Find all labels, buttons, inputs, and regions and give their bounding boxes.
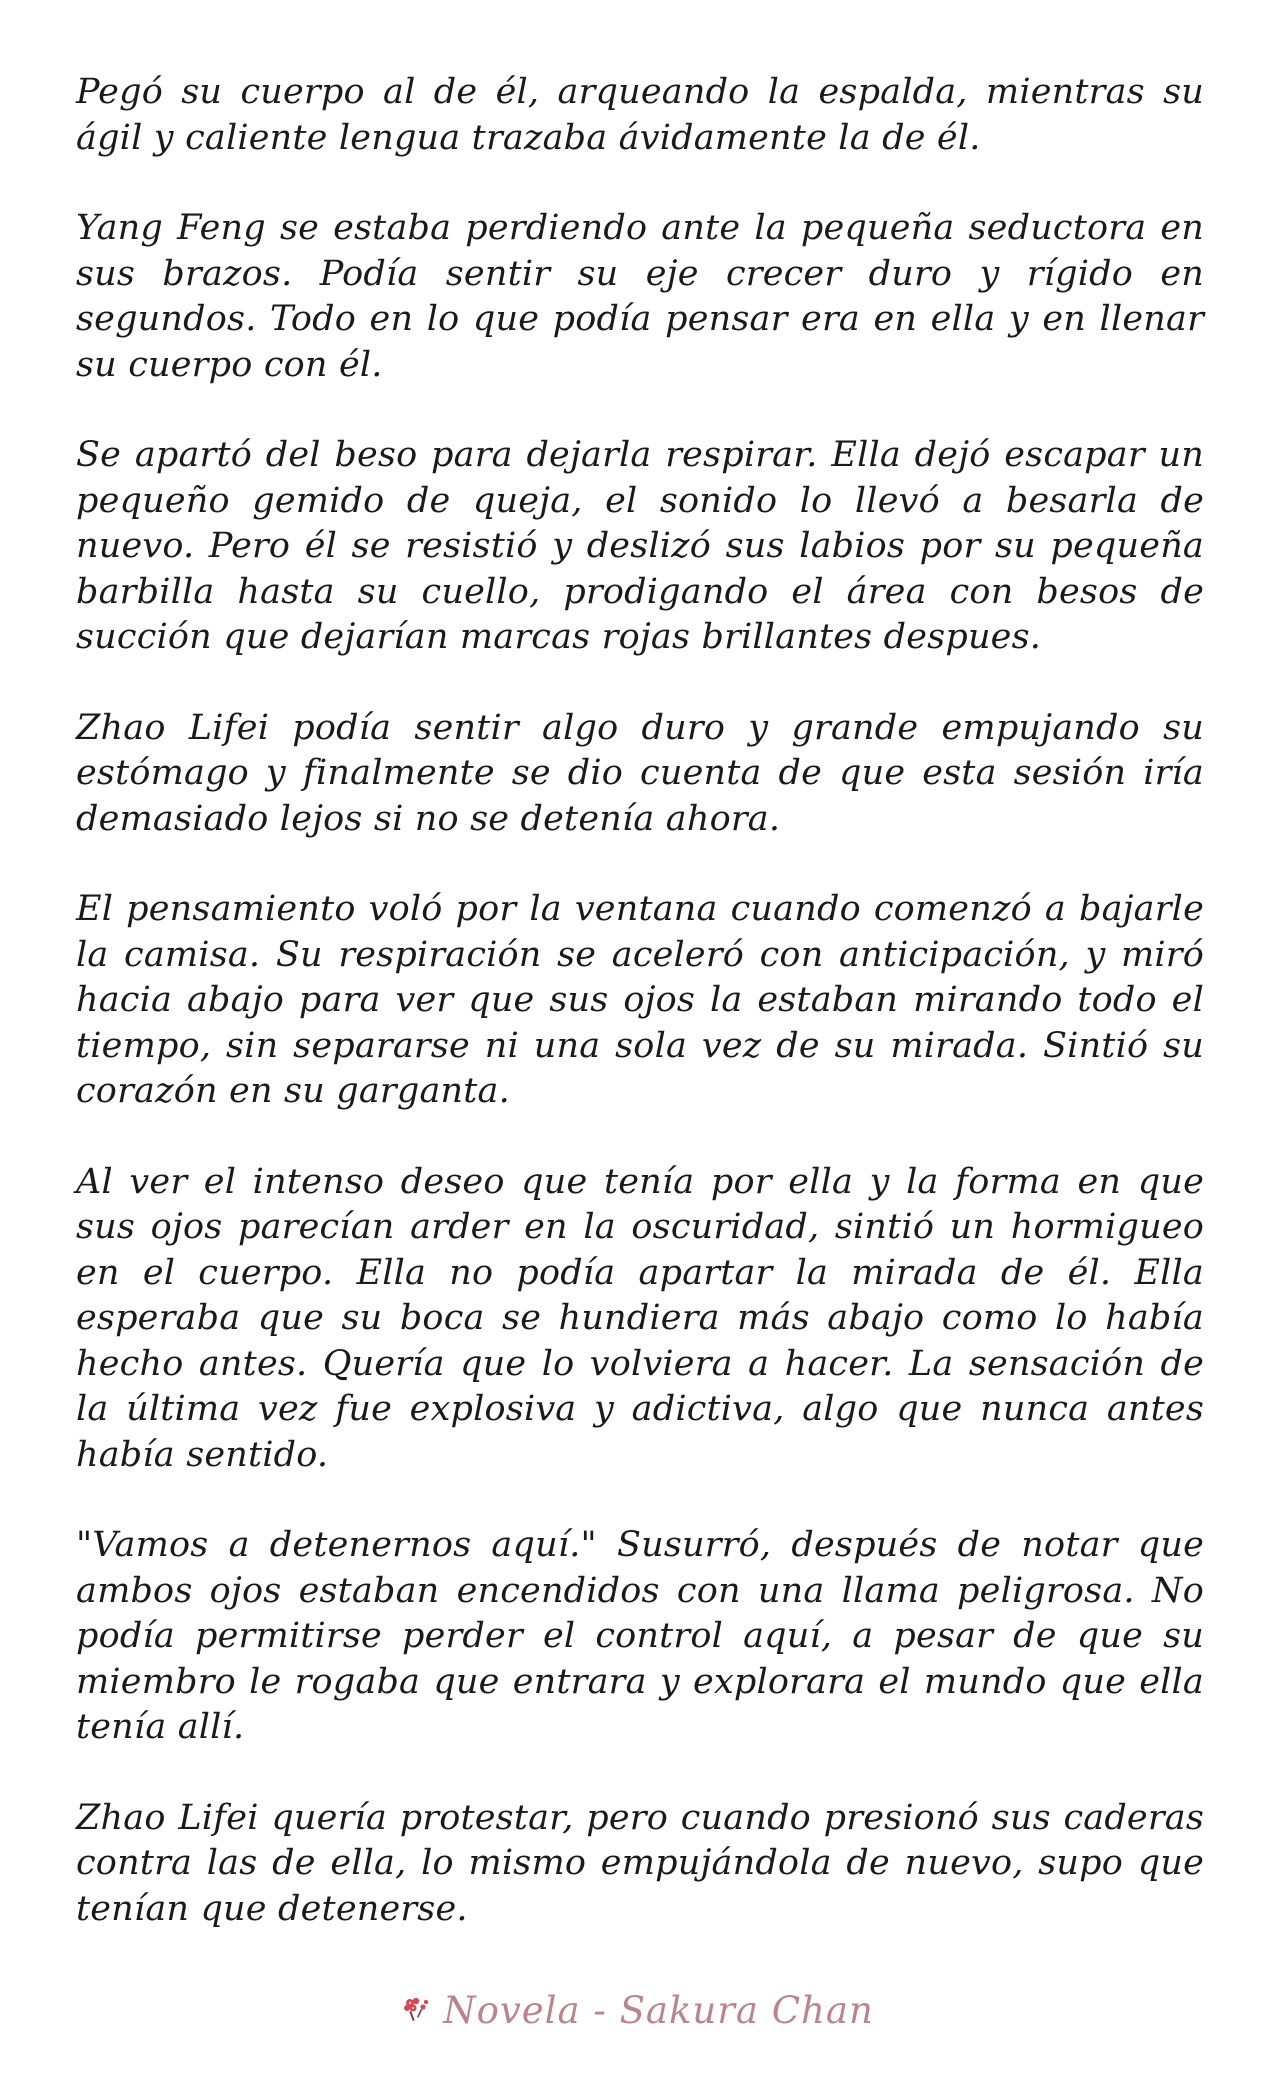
watermark <box>0 1985 1275 2035</box>
paragraph-1: Pegó su cuerpo al de él, arqueando la espalda, mientras su ágil y caliente lengua trazaba ávidamente la de él. <box>76 72 1204 158</box>
paragraph-8: Zhao Lifei quería protestar, pero cuando presionó sus caderas contra las de ella, lo mismo empujándola de nuevo, supo que tenían que detenerse. <box>76 1797 1204 1929</box>
paragraph-7: "Vamos a detenernos aquí." Susurró, después de notar que ambos ojos estaban encendidos con una llama peligrosa. No podía permitirse perder el control aquí, a pesar de que su miembro le rogaba que entrara y explorara el mundo que ella tenía allí. <box>76 1525 1204 1747</box>
paragraph-5: El pensamiento voló por la ventana cuando comenzó a bajarle la camisa. Su respiración se aceleró con anticipación, y miró hacia abajo para ver que sus ojos la estaban mirando todo el tiempo, sin separarse ni una sola vez de su mirada. Sintió su corazón en su garganta. <box>76 889 1204 1111</box>
paragraph-2: Yang Feng se estaba perdiendo ante la pequeña seductora en sus brazos. Podía sentir su eje crecer duro y rígido en segundos. Todo en lo que podía pensar era en ella y en llenar su cuerpo con él. <box>76 208 1204 385</box>
watermark-text: Novela - Sakura Chan <box>443 1988 874 2032</box>
text-body <box>76 70 1204 1932</box>
sakura-blossom-icon <box>401 1995 435 2025</box>
paragraph-4: Zhao Lifei podía sentir algo duro y grande empujando su estómago y finalmente se dio cuenta de que esta sesión iría demasiado lejos si no se detenía ahora. <box>76 707 1204 839</box>
paragraph-3: Se apartó del beso para dejarla respirar. Ella dejó escapar un pequeño gemido de queja, el sonido lo llevó a besarla de nuevo. Pero él se resistió y deslizó sus labios por su pequeña barbilla hasta su cuello, prodigando el área con besos de succión que dejarían marcas rojas brillantes despues. <box>76 435 1204 657</box>
paragraph-6: Al ver el intenso deseo que tenía por ella y la forma en que sus ojos parecían arder en la oscuridad, sintió un hormigueo en el cuerpo. Ella no podía apartar la mirada de él. Ella esperaba que su boca se hundiera más abajo como lo había hecho antes. Quería que lo volviera a hacer. La sensación de la última vez fue explosiva y adictiva, algo que nunca antes había sentido. <box>76 1161 1204 1475</box>
